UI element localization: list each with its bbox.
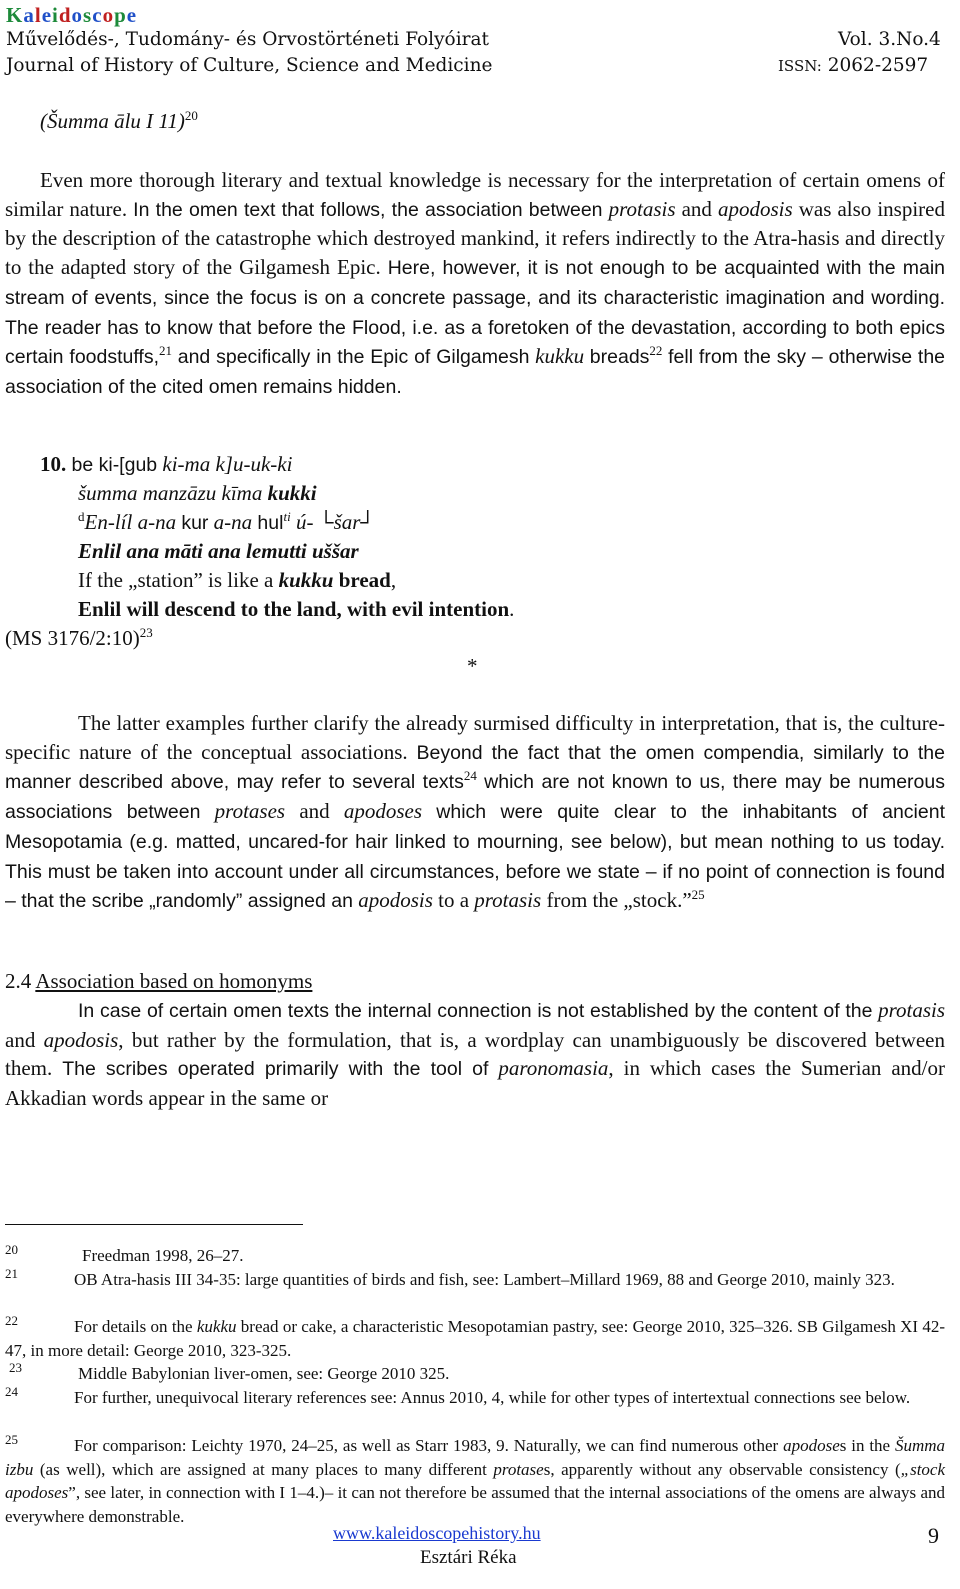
page-number: 9 xyxy=(928,1523,939,1548)
omen-line-normalized: šumma manzāzu kīma kukki xyxy=(78,481,317,505)
omen-line-translation-apodosis: Enlil will descend to the land, with evil intention. xyxy=(78,597,515,621)
issn: ISSN: 2062-2597 xyxy=(778,55,929,76)
paragraph: The latter examples further clarify the already surmised difficulty in interpretation, that is, the culture-specific nature of the conceptual associations. Beyond the fact that the omen compendia, similarly to the manner described above, may refer to several texts$^{24}$ which are not known to us, there may be numerous associations between protases and apodoses which were quite clear to the inhabitants of ancient Mesopotamia (e.g. matted, uncared-for hair linked to mourning, see below), but mean nothing to us today. This must be taken into account under all circumstances, before we state – if no point of connection is found – that the scribe „randomly” assigned an apodosis to a protasis from the „stock.”$^{25}$ xyxy=(5,711,945,913)
footnote-20: $^{20}$ Freedman 1998, 26–27. xyxy=(5,1242,244,1265)
footnote-divider xyxy=(5,1224,303,1225)
journal-title-en: Journal of History of Culture, Science and Medicine xyxy=(6,55,493,76)
volume-info: Vol. 3.No.4 xyxy=(838,29,941,50)
paragraph: Even more thorough literary and textual knowledge is necessary for the interpretation of certain omens of similar nature. In the omen text that follows, the association between protasis and apodosis was also inspired by the description of the catastrophe which destroyed mankind, it refers indirectly to the Atra-hasis and directly to the adapted story of the Gilgamesh Epic. Here, however, it is not enough to be acquainted with the main stream of events, since the focus is on a concrete passage, and its characteristic imagination and wording. The reader has to know that before the Flood, i.e. as a foretoken of the devastation, according to both epics certain foodstuffs,$^{21}$ and specifically in the Epic of Gilgamesh kukku breads$^{22}$ fell from the sky – otherwise the association of the cited omen remains hidden. xyxy=(5,168,946,398)
omen-line-apodosis-normalized: Enlil ana māti ana lemutti uššar xyxy=(78,539,359,563)
footnote-24: $^{24}$ For further, unequivocal literary references see: Annus 2010, 4, while for other types of intertextual connections see below. xyxy=(5,1384,911,1407)
omen-line-transliteration: 10. be ki-[gub ki-ma k]u-uk-ki xyxy=(40,452,293,476)
footnote-23: $^{23}$ Middle Babylonian liver-omen, see: George 2010 325. xyxy=(9,1360,450,1383)
footnote-22: $^{22}$ For details on the kukku bread or cake, a characteristic Mesopotamian pastry, see: George 2010, 325–326. SB Gilgamesh XI 42-47, in more detail: George 2010, 323-325. xyxy=(5,1313,946,1360)
footnote-21: $^{21}$ OB Atra-hasis III 34-35: large quantities of birds and fish, see: Lambert–Millard 1969, 88 and George 2010, mainly 323. xyxy=(5,1266,895,1289)
section-heading: 2.4 Association based on homonyms xyxy=(5,969,313,993)
citation: (Šumma ālu I 11)$^{20}$ xyxy=(40,108,198,133)
citation: (MS 3176/2:10)$^{23}$ xyxy=(5,625,153,650)
author-name: Esztári Réka xyxy=(420,1547,517,1568)
omen-line-apodosis-translit: $^d$En-líl a-na kur a-na hul$^{ti}$ ú- └šar┘ xyxy=(78,509,376,534)
footnote-25: $^{25}$ For comparison: Leichty 1970, 24–25, as well as Starr 1983, 9. Naturally, we can find numerous other apodoses in the Šumma izbu (as well), which are assigned at many places to many different protases, apparently without any observable consistency („stock apodoses”, see later, in connection with I 1–4.)– it can not therefore be assumed that the internal associations of the omens are always and everywhere demonstrable. xyxy=(5,1432,946,1526)
omen-line-translation-protasis: If the „station” is like a kukku bread, xyxy=(78,568,397,592)
website-link[interactable]: www.kaleidoscopehistory.hu xyxy=(333,1523,541,1543)
journal-logo: Kaleidoscope xyxy=(6,3,138,27)
paragraph: In case of certain omen texts the internal connection is not established by the content of the protasis and apodosis, but rather by the formulation, that is, a wordplay can unambiguously be discovered between them. The scribes operated primarily with the tool of paronomasia, in which cases the Sumerian and/or Akkadian words appear in the same or xyxy=(5,998,946,1111)
journal-title-hu: Művelődés-, Tudomány- és Orvostörténeti Folyóirat xyxy=(6,29,489,50)
section-separator: * xyxy=(467,654,478,678)
